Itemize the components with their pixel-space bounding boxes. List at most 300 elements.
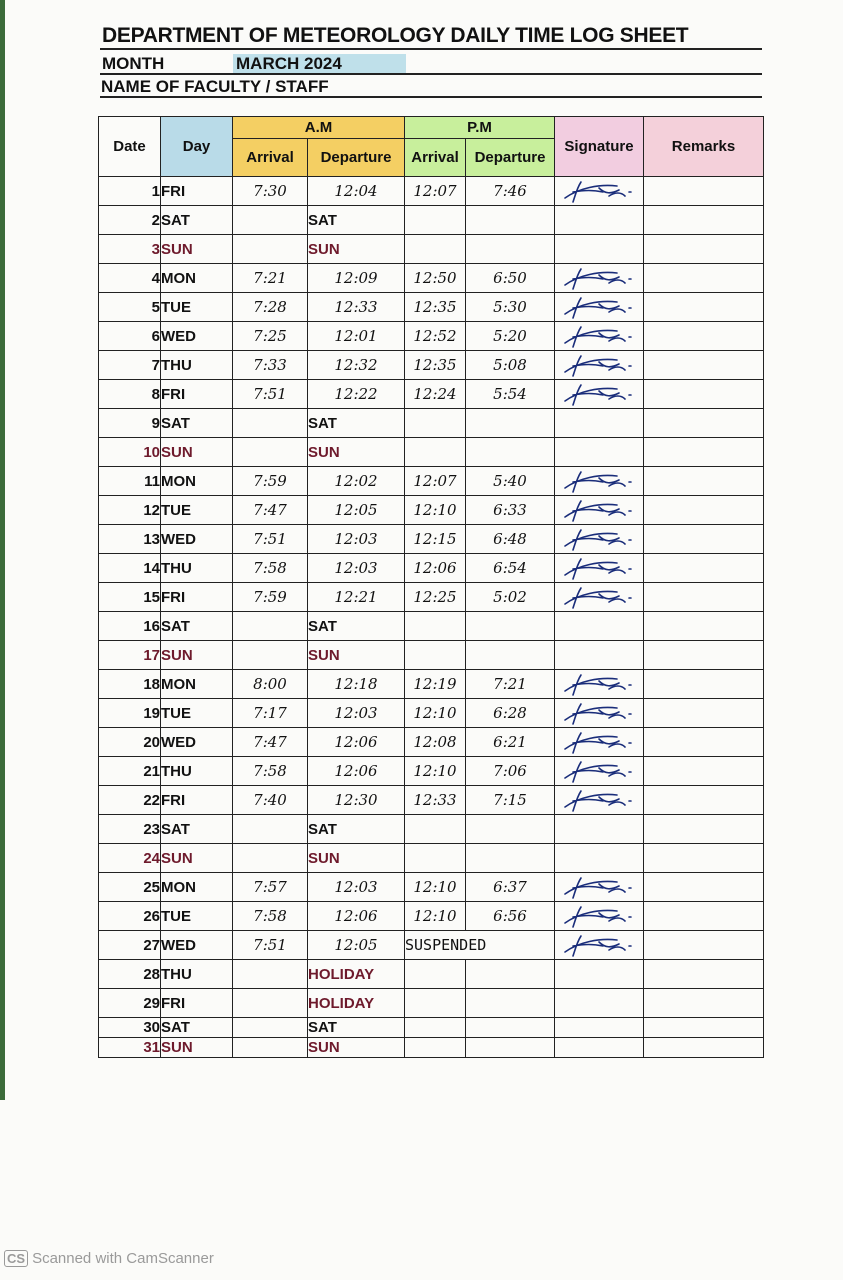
am-arrival-cell: [233, 815, 308, 844]
signature-cell: [555, 409, 644, 438]
remarks-cell: [644, 322, 764, 351]
table-row: [99, 1038, 764, 1058]
pm-departure-cell: [466, 409, 555, 438]
time-log-table: [98, 116, 764, 1058]
table-row: [99, 728, 764, 757]
signature-image: [559, 323, 639, 349]
remarks-cell: [644, 409, 764, 438]
table-row: [99, 264, 764, 293]
am-departure-cell: 12:33: [308, 293, 405, 322]
table-row: [99, 293, 764, 322]
day-cell: SAT: [161, 206, 233, 235]
am-departure-cell: 12:32: [308, 351, 405, 380]
day-cell: SAT: [161, 612, 233, 641]
day-cell: SAT: [161, 1018, 233, 1038]
signature-image: [559, 526, 639, 552]
camscanner-footer: [4, 1250, 214, 1267]
table-row: [99, 670, 764, 699]
pm-departure-cell: 5:30: [466, 293, 555, 322]
am-departure-note-cell: SUN: [308, 844, 405, 873]
date-cell: 28: [99, 960, 161, 989]
am-arrival-cell: 7:51: [233, 380, 308, 409]
am-departure-cell: 12:18: [308, 670, 405, 699]
date-cell: 24: [99, 844, 161, 873]
scan-edge: [0, 0, 5, 1100]
date-cell: 11: [99, 467, 161, 496]
am-departure-note-cell: SUN: [308, 438, 405, 467]
pm-arrival-cell: 12:50: [405, 264, 466, 293]
pm-departure-cell: [466, 844, 555, 873]
am-departure-header: Departure: [308, 139, 405, 177]
pm-remark-cell: SUSPENDED: [405, 931, 555, 960]
day-cell: FRI: [161, 786, 233, 815]
am-departure-cell: 12:30: [308, 786, 405, 815]
date-cell: 16: [99, 612, 161, 641]
am-departure-cell: 12:03: [308, 554, 405, 583]
signature-cell: [555, 728, 644, 757]
date-cell: 9: [99, 409, 161, 438]
am-departure-cell: 12:06: [308, 757, 405, 786]
pm-arrival-cell: [405, 409, 466, 438]
signature-cell: [555, 873, 644, 902]
remarks-cell: [644, 177, 764, 206]
pm-departure-cell: 6:54: [466, 554, 555, 583]
pm-arrival-cell: [405, 815, 466, 844]
am-departure-cell: 12:03: [308, 699, 405, 728]
pm-departure-cell: [466, 1038, 555, 1058]
signature-image: [559, 584, 639, 610]
signature-image: [559, 381, 639, 407]
pm-departure-cell: 6:33: [466, 496, 555, 525]
signature-cell: [555, 699, 644, 728]
am-arrival-cell: [233, 438, 308, 467]
am-departure-cell: 12:03: [308, 873, 405, 902]
pm-arrival-cell: 12:10: [405, 902, 466, 931]
table-row: [99, 815, 764, 844]
am-arrival-cell: 7:33: [233, 351, 308, 380]
signature-image: [559, 700, 639, 726]
pm-arrival-cell: 12:07: [405, 467, 466, 496]
am-departure-cell: 12:02: [308, 467, 405, 496]
remarks-cell: [644, 206, 764, 235]
day-cell: FRI: [161, 177, 233, 206]
pm-arrival-cell: 12:15: [405, 525, 466, 554]
pm-departure-cell: 6:48: [466, 525, 555, 554]
am-arrival-cell: 7:47: [233, 496, 308, 525]
pm-arrival-cell: [405, 1038, 466, 1058]
signature-image: [559, 497, 639, 523]
remarks-cell: [644, 815, 764, 844]
remarks-cell: [644, 902, 764, 931]
pm-departure-cell: [466, 815, 555, 844]
day-cell: TUE: [161, 496, 233, 525]
day-cell: THU: [161, 351, 233, 380]
signature-image: [559, 555, 639, 581]
day-cell: SAT: [161, 815, 233, 844]
remarks-cell: [644, 554, 764, 583]
pm-departure-cell: [466, 989, 555, 1018]
table-row: [99, 757, 764, 786]
remarks-cell: [644, 438, 764, 467]
remarks-cell: [644, 496, 764, 525]
day-cell: SUN: [161, 1038, 233, 1058]
pm-arrival-cell: 12:25: [405, 583, 466, 612]
signature-cell: [555, 757, 644, 786]
signature-cell: [555, 235, 644, 264]
day-cell: WED: [161, 728, 233, 757]
name-label: NAME OF FACULTY / STAFF: [101, 77, 329, 96]
pm-departure-cell: 5:54: [466, 380, 555, 409]
signature-image: [559, 932, 639, 958]
day-column-header: Day: [161, 117, 233, 177]
am-departure-note-cell: SUN: [308, 235, 405, 264]
month-underline: [100, 73, 762, 75]
am-departure-note-cell: SAT: [308, 206, 405, 235]
month-value: MARCH 2024: [233, 54, 406, 74]
signature-cell: [555, 1018, 644, 1038]
am-departure-note-cell: SAT: [308, 409, 405, 438]
am-arrival-cell: [233, 1038, 308, 1058]
am-arrival-cell: 7:58: [233, 757, 308, 786]
table-row: [99, 1018, 764, 1038]
am-departure-note-cell: HOLIDAY: [308, 960, 405, 989]
signature-cell: [555, 612, 644, 641]
am-arrival-cell: [233, 206, 308, 235]
date-cell: 21: [99, 757, 161, 786]
remarks-cell: [644, 699, 764, 728]
date-cell: 4: [99, 264, 161, 293]
signature-cell: [555, 380, 644, 409]
am-departure-note-cell: SAT: [308, 1018, 405, 1038]
table-row: [99, 177, 764, 206]
remarks-cell: [644, 583, 764, 612]
pm-departure-cell: 5:40: [466, 467, 555, 496]
pm-arrival-cell: [405, 612, 466, 641]
table-row: [99, 467, 764, 496]
table-row: [99, 931, 764, 960]
camscanner-text: Scanned with CamScanner: [32, 1250, 214, 1267]
pm-arrival-cell: 12:10: [405, 757, 466, 786]
date-cell: 18: [99, 670, 161, 699]
remarks-cell: [644, 873, 764, 902]
table-row: [99, 873, 764, 902]
am-departure-cell: 12:03: [308, 525, 405, 554]
pm-arrival-header: Arrival: [405, 139, 466, 177]
remarks-cell: [644, 931, 764, 960]
pm-arrival-cell: 12:08: [405, 728, 466, 757]
date-cell: 1: [99, 177, 161, 206]
remarks-cell: [644, 670, 764, 699]
signature-cell: [555, 931, 644, 960]
pm-arrival-cell: 12:10: [405, 496, 466, 525]
day-cell: SUN: [161, 844, 233, 873]
date-cell: 26: [99, 902, 161, 931]
day-cell: THU: [161, 554, 233, 583]
pm-arrival-cell: [405, 206, 466, 235]
table-row: [99, 438, 764, 467]
title-underline: [100, 48, 762, 50]
am-arrival-cell: [233, 989, 308, 1018]
remarks-cell: [644, 960, 764, 989]
signature-cell: [555, 496, 644, 525]
am-departure-cell: 12:06: [308, 728, 405, 757]
am-departure-note-cell: SUN: [308, 641, 405, 670]
table-row: [99, 960, 764, 989]
pm-departure-cell: 7:46: [466, 177, 555, 206]
table-row: [99, 235, 764, 264]
pm-arrival-cell: 12:19: [405, 670, 466, 699]
signature-cell: [555, 815, 644, 844]
am-arrival-cell: 7:59: [233, 467, 308, 496]
signature-image: [559, 729, 639, 755]
signature-cell: [555, 351, 644, 380]
date-cell: 3: [99, 235, 161, 264]
date-cell: 25: [99, 873, 161, 902]
date-cell: 8: [99, 380, 161, 409]
pm-arrival-cell: [405, 1018, 466, 1038]
table-row: [99, 583, 764, 612]
table-row: [99, 322, 764, 351]
am-departure-cell: 12:09: [308, 264, 405, 293]
signature-cell: [555, 844, 644, 873]
am-arrival-cell: 7:57: [233, 873, 308, 902]
pm-departure-cell: [466, 960, 555, 989]
date-cell: 19: [99, 699, 161, 728]
table-row: [99, 380, 764, 409]
pm-departure-cell: [466, 438, 555, 467]
signature-image: [559, 874, 639, 900]
am-arrival-cell: 7:51: [233, 525, 308, 554]
table-row: [99, 902, 764, 931]
signature-cell: [555, 264, 644, 293]
signature-image: [559, 294, 639, 320]
pm-departure-cell: 6:28: [466, 699, 555, 728]
am-arrival-cell: [233, 612, 308, 641]
signature-image: [559, 903, 639, 929]
am-arrival-cell: 7:21: [233, 264, 308, 293]
pm-arrival-cell: [405, 235, 466, 264]
table-row: [99, 989, 764, 1018]
pm-departure-cell: [466, 1018, 555, 1038]
am-departure-cell: 12:22: [308, 380, 405, 409]
remarks-cell: [644, 264, 764, 293]
day-cell: MON: [161, 467, 233, 496]
day-cell: WED: [161, 931, 233, 960]
am-departure-note-cell: SAT: [308, 815, 405, 844]
date-cell: 17: [99, 641, 161, 670]
day-cell: WED: [161, 525, 233, 554]
am-departure-note-cell: HOLIDAY: [308, 989, 405, 1018]
log-rows: [99, 177, 764, 1058]
pm-column-header: P.M: [405, 117, 555, 139]
pm-departure-cell: [466, 641, 555, 670]
remarks-cell: [644, 1018, 764, 1038]
pm-arrival-cell: [405, 438, 466, 467]
pm-arrival-cell: [405, 989, 466, 1018]
signature-image: [559, 787, 639, 813]
camscanner-logo: CS: [4, 1250, 28, 1267]
am-arrival-cell: 7:30: [233, 177, 308, 206]
remarks-cell: [644, 786, 764, 815]
day-cell: MON: [161, 873, 233, 902]
remarks-cell: [644, 235, 764, 264]
pm-departure-cell: 5:08: [466, 351, 555, 380]
date-cell: 15: [99, 583, 161, 612]
day-cell: TUE: [161, 902, 233, 931]
remarks-cell: [644, 351, 764, 380]
date-cell: 20: [99, 728, 161, 757]
day-cell: SAT: [161, 409, 233, 438]
day-cell: TUE: [161, 293, 233, 322]
day-cell: SUN: [161, 641, 233, 670]
date-cell: 5: [99, 293, 161, 322]
remarks-cell: [644, 757, 764, 786]
signature-cell: [555, 467, 644, 496]
pm-arrival-cell: [405, 844, 466, 873]
table-row: [99, 525, 764, 554]
table-row: [99, 409, 764, 438]
remarks-cell: [644, 641, 764, 670]
pm-arrival-cell: 12:52: [405, 322, 466, 351]
date-cell: 22: [99, 786, 161, 815]
remarks-cell: [644, 525, 764, 554]
am-departure-note-cell: SAT: [308, 612, 405, 641]
date-cell: 7: [99, 351, 161, 380]
day-cell: SUN: [161, 438, 233, 467]
month-label: MONTH: [102, 54, 165, 73]
pm-arrival-cell: 12:10: [405, 873, 466, 902]
signature-cell: [555, 786, 644, 815]
signature-image: [559, 468, 639, 494]
table-row: [99, 844, 764, 873]
signature-cell: [555, 554, 644, 583]
remarks-cell: [644, 293, 764, 322]
signature-image: [559, 671, 639, 697]
day-cell: FRI: [161, 583, 233, 612]
signature-cell: [555, 670, 644, 699]
sheet-title: DEPARTMENT OF METEOROLOGY DAILY TIME LOG SHEET: [102, 24, 689, 47]
table-row: [99, 351, 764, 380]
pm-arrival-cell: [405, 960, 466, 989]
am-arrival-cell: [233, 235, 308, 264]
signature-image: [559, 352, 639, 378]
am-arrival-cell: 7:58: [233, 902, 308, 931]
signature-cell: [555, 989, 644, 1018]
am-departure-cell: 12:06: [308, 902, 405, 931]
date-cell: 12: [99, 496, 161, 525]
am-arrival-cell: [233, 1018, 308, 1038]
day-cell: WED: [161, 322, 233, 351]
signature-cell: [555, 438, 644, 467]
am-arrival-cell: 7:40: [233, 786, 308, 815]
date-cell: 29: [99, 989, 161, 1018]
am-departure-note-cell: SUN: [308, 1038, 405, 1058]
table-row: [99, 206, 764, 235]
date-column-header: Date: [99, 117, 161, 177]
remarks-cell: [644, 467, 764, 496]
day-cell: THU: [161, 757, 233, 786]
pm-arrival-cell: [405, 641, 466, 670]
am-departure-cell: 12:01: [308, 322, 405, 351]
signature-cell: [555, 1038, 644, 1058]
pm-departure-cell: [466, 235, 555, 264]
signature-image: [559, 265, 639, 291]
day-cell: MON: [161, 670, 233, 699]
day-cell: SUN: [161, 235, 233, 264]
am-departure-cell: 12:05: [308, 931, 405, 960]
am-departure-cell: 12:04: [308, 177, 405, 206]
am-arrival-cell: [233, 844, 308, 873]
date-cell: 2: [99, 206, 161, 235]
pm-arrival-cell: 12:07: [405, 177, 466, 206]
signature-cell: [555, 525, 644, 554]
pm-departure-cell: 6:21: [466, 728, 555, 757]
pm-departure-cell: [466, 206, 555, 235]
pm-departure-cell: 5:20: [466, 322, 555, 351]
pm-departure-cell: 6:50: [466, 264, 555, 293]
table-row: [99, 641, 764, 670]
remarks-cell: [644, 844, 764, 873]
day-cell: THU: [161, 960, 233, 989]
pm-arrival-cell: 12:10: [405, 699, 466, 728]
am-column-header: A.M: [233, 117, 405, 139]
am-arrival-cell: [233, 641, 308, 670]
date-cell: 10: [99, 438, 161, 467]
pm-arrival-cell: 12:24: [405, 380, 466, 409]
date-cell: 27: [99, 931, 161, 960]
table-row: [99, 612, 764, 641]
day-cell: FRI: [161, 989, 233, 1018]
pm-arrival-cell: 12:33: [405, 786, 466, 815]
signature-image: [559, 178, 639, 204]
am-arrival-cell: 7:58: [233, 554, 308, 583]
am-arrival-cell: 7:25: [233, 322, 308, 351]
remarks-column-header: Remarks: [644, 117, 764, 177]
date-cell: 13: [99, 525, 161, 554]
day-cell: TUE: [161, 699, 233, 728]
pm-arrival-cell: 12:06: [405, 554, 466, 583]
am-arrival-cell: [233, 409, 308, 438]
table-row: [99, 699, 764, 728]
pm-departure-cell: 6:56: [466, 902, 555, 931]
date-cell: 6: [99, 322, 161, 351]
signature-cell: [555, 902, 644, 931]
remarks-cell: [644, 1038, 764, 1058]
am-arrival-cell: 8:00: [233, 670, 308, 699]
pm-departure-cell: 6:37: [466, 873, 555, 902]
pm-departure-header: Departure: [466, 139, 555, 177]
signature-image: [559, 758, 639, 784]
am-arrival-cell: 7:17: [233, 699, 308, 728]
am-arrival-cell: [233, 960, 308, 989]
am-arrival-cell: 7:28: [233, 293, 308, 322]
signature-cell: [555, 177, 644, 206]
pm-arrival-cell: 12:35: [405, 351, 466, 380]
am-arrival-cell: 7:51: [233, 931, 308, 960]
signature-cell: [555, 322, 644, 351]
pm-departure-cell: [466, 612, 555, 641]
am-arrival-cell: 7:59: [233, 583, 308, 612]
pm-departure-cell: 7:06: [466, 757, 555, 786]
signature-cell: [555, 293, 644, 322]
remarks-cell: [644, 989, 764, 1018]
pm-departure-cell: 7:15: [466, 786, 555, 815]
date-cell: 14: [99, 554, 161, 583]
day-cell: MON: [161, 264, 233, 293]
remarks-cell: [644, 612, 764, 641]
date-cell: 23: [99, 815, 161, 844]
am-departure-cell: 12:21: [308, 583, 405, 612]
